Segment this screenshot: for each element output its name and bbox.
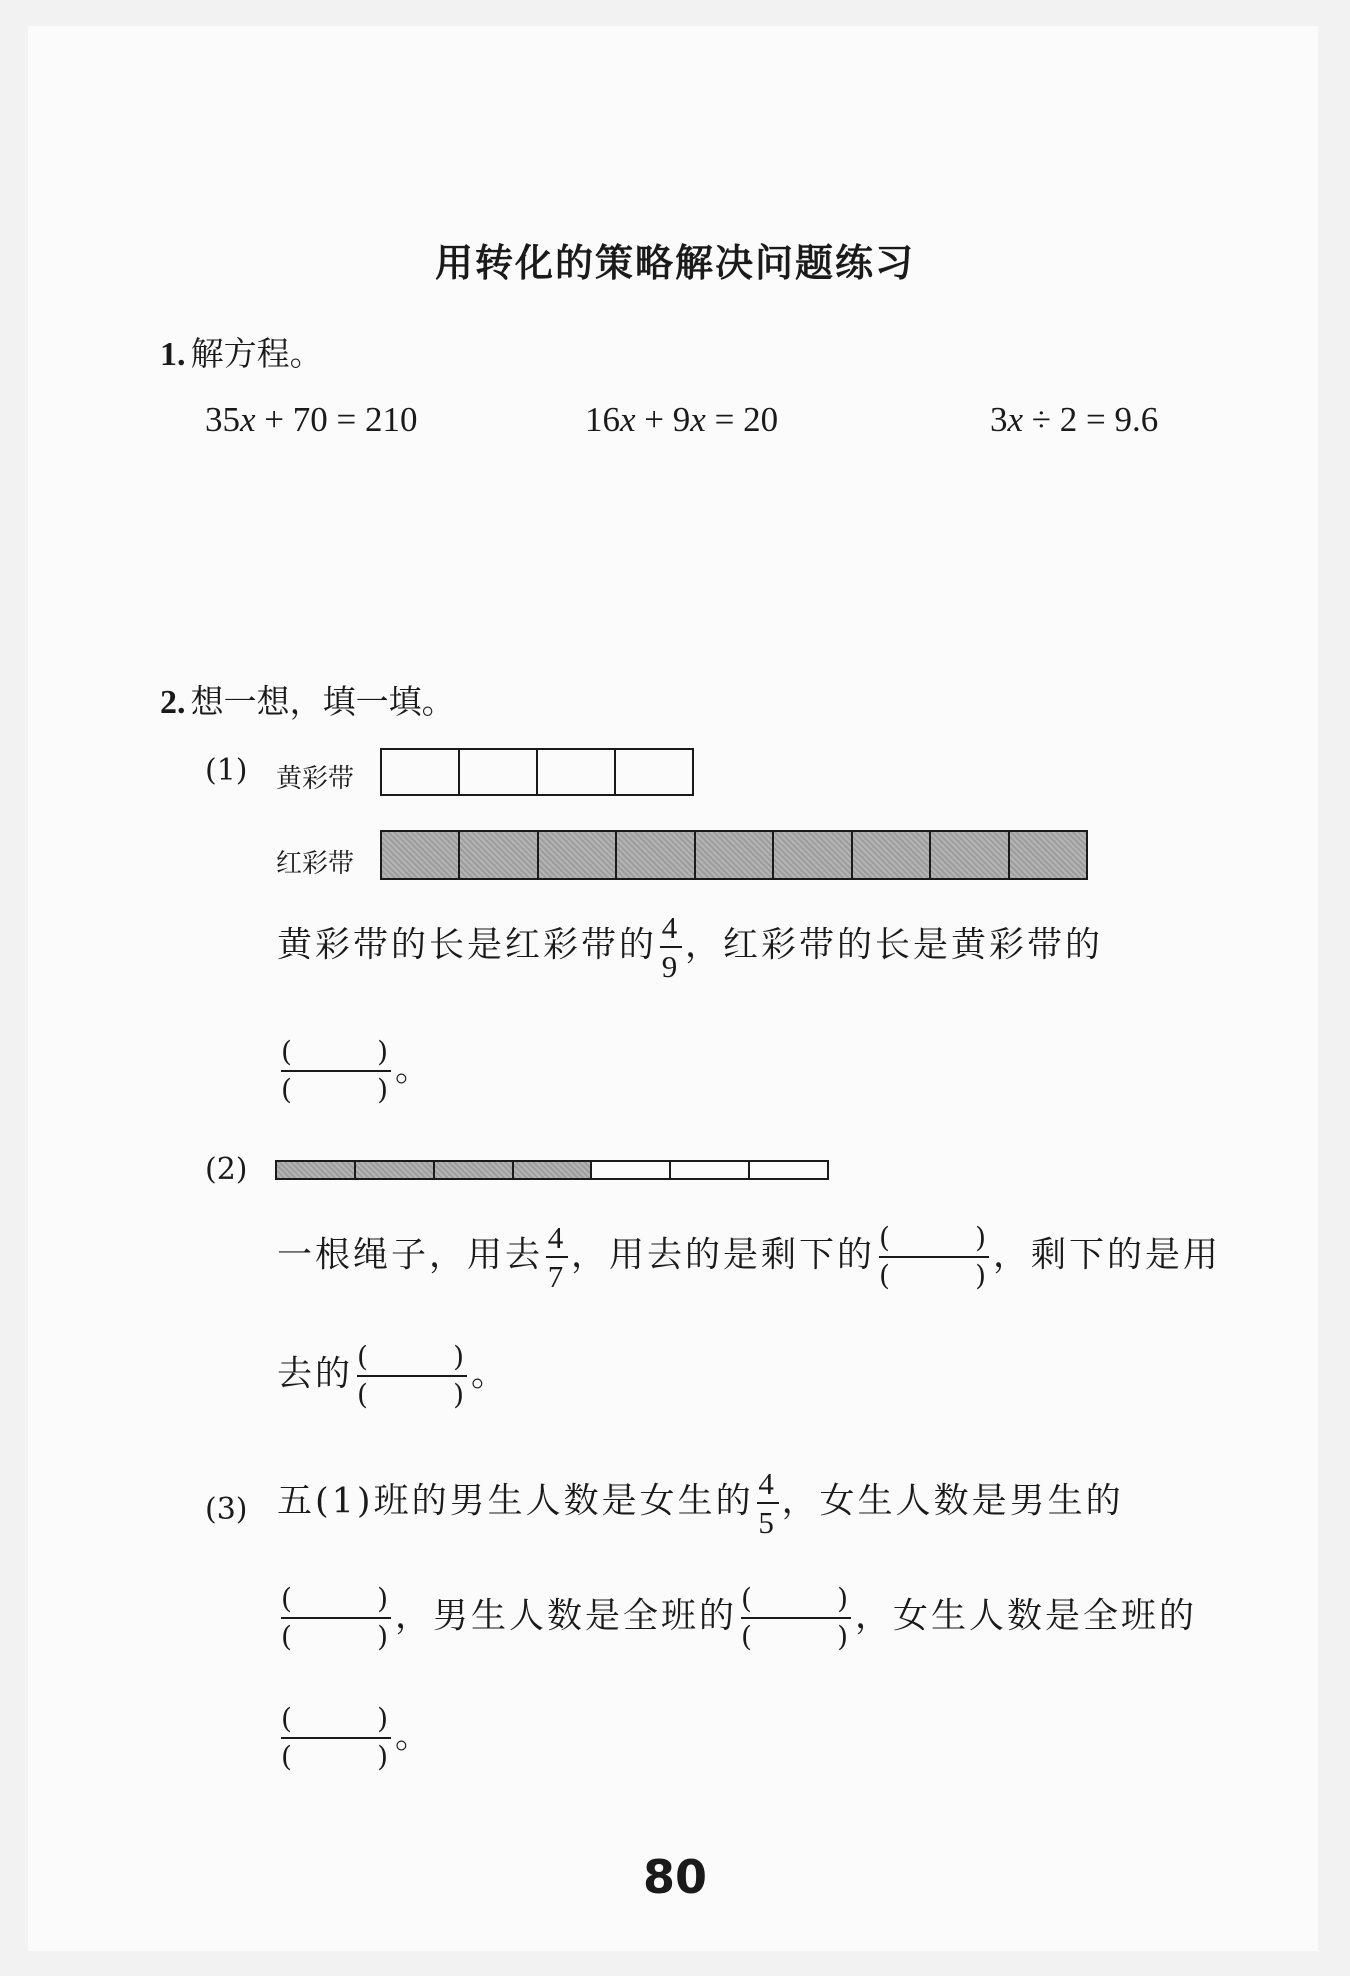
answer-blank-3[interactable]: ( ) ( ): [357, 1340, 468, 1411]
worksheet-page: [28, 26, 1318, 1951]
page-title: 用转化的策略解决问题练习: [434, 241, 915, 285]
part-2-label: (2): [205, 1152, 248, 1187]
rope-segment: [592, 1162, 671, 1178]
red-ribbon-segment: [1010, 832, 1086, 878]
yellow-ribbon-label: 黄彩带: [276, 764, 355, 794]
fraction-four-sevenths: $\frac{4}{7}$: [547, 1220, 567, 1294]
fraction-four-ninths: $\frac{4}{9}$: [661, 910, 681, 984]
question-2-text: 想一想，填一填。: [190, 682, 455, 721]
part-1-line-1: 黄彩带的长是红彩带的 $\frac{4}{9}$ ，红彩带的长是黄彩带的: [277, 910, 1104, 984]
rope-segment: [514, 1162, 593, 1178]
yellow-ribbon-segment: [460, 750, 538, 794]
answer-blank-6[interactable]: ( ) ( ): [281, 1702, 391, 1773]
rope-segment: [356, 1162, 435, 1178]
red-ribbon-label: 红彩带: [276, 849, 355, 879]
yellow-ribbon-segment: [538, 750, 616, 794]
part-2-line-2: 去的 ( ) ( ) 。: [277, 1340, 510, 1411]
red-ribbon-segment: [853, 832, 931, 878]
part-1-line-2: ( ) ( ) 。: [281, 1035, 434, 1106]
yellow-ribbon-diagram: [380, 748, 694, 796]
red-ribbon-segment: [774, 832, 852, 878]
answer-blank-5[interactable]: ( ) ( ): [741, 1582, 852, 1653]
question-1-text: 解方程。: [190, 334, 323, 373]
part-2-line-1: 一根绳子，用去 $\frac{4}{7}$ ，用去的是剩下的 ( ) ( ) ，剩下的是用: [277, 1220, 1222, 1294]
yellow-ribbon-segment: [382, 750, 460, 794]
equation-3: 3x ÷ 2 = 9.6: [990, 400, 1159, 439]
equation-1: 35x + 70 = 210: [205, 400, 418, 439]
red-ribbon-segment: [696, 832, 774, 878]
red-ribbon-segment: [460, 832, 538, 878]
answer-blank-2[interactable]: ( ) ( ): [879, 1221, 990, 1292]
question-1-heading: [160, 328, 323, 375]
part-3-line-1: 五(1)班的男生人数是女生的 $\frac{4}{5}$ ，女生人数是男生的: [277, 1466, 1124, 1540]
answer-blank-1[interactable]: ( ) ( ): [281, 1035, 391, 1106]
rope-segment: [750, 1162, 827, 1178]
rope-segment: [277, 1162, 356, 1178]
fraction-four-fifths: $\frac{4}{5}$: [758, 1466, 777, 1540]
question-2-number: 2.: [160, 684, 186, 721]
answer-blank-4[interactable]: ( ) ( ): [281, 1582, 391, 1653]
red-ribbon-diagram: [380, 830, 1088, 880]
rope-segment: [435, 1162, 514, 1178]
question-2-heading: [160, 676, 455, 723]
red-ribbon-segment: [617, 832, 695, 878]
part-3-line-2: ( ) ( ) ，男生人数是全班的 ( ) ( ) ，女生人数是全班的: [281, 1582, 1198, 1653]
red-ribbon-segment: [931, 832, 1009, 878]
part-1-label: (1): [205, 753, 248, 788]
part-3-line-3: ( ) ( ) 。: [281, 1702, 434, 1773]
rope-diagram: [275, 1160, 829, 1180]
red-ribbon-segment: [539, 832, 617, 878]
question-1-number: 1.: [160, 336, 186, 373]
red-ribbon-segment: [382, 832, 460, 878]
rope-segment: [671, 1162, 750, 1178]
yellow-ribbon-segment: [616, 750, 692, 794]
part-3-label: (3): [205, 1492, 248, 1527]
equation-2: 16x + 9x = 20: [585, 400, 779, 439]
page-number: 80: [642, 1850, 707, 1904]
